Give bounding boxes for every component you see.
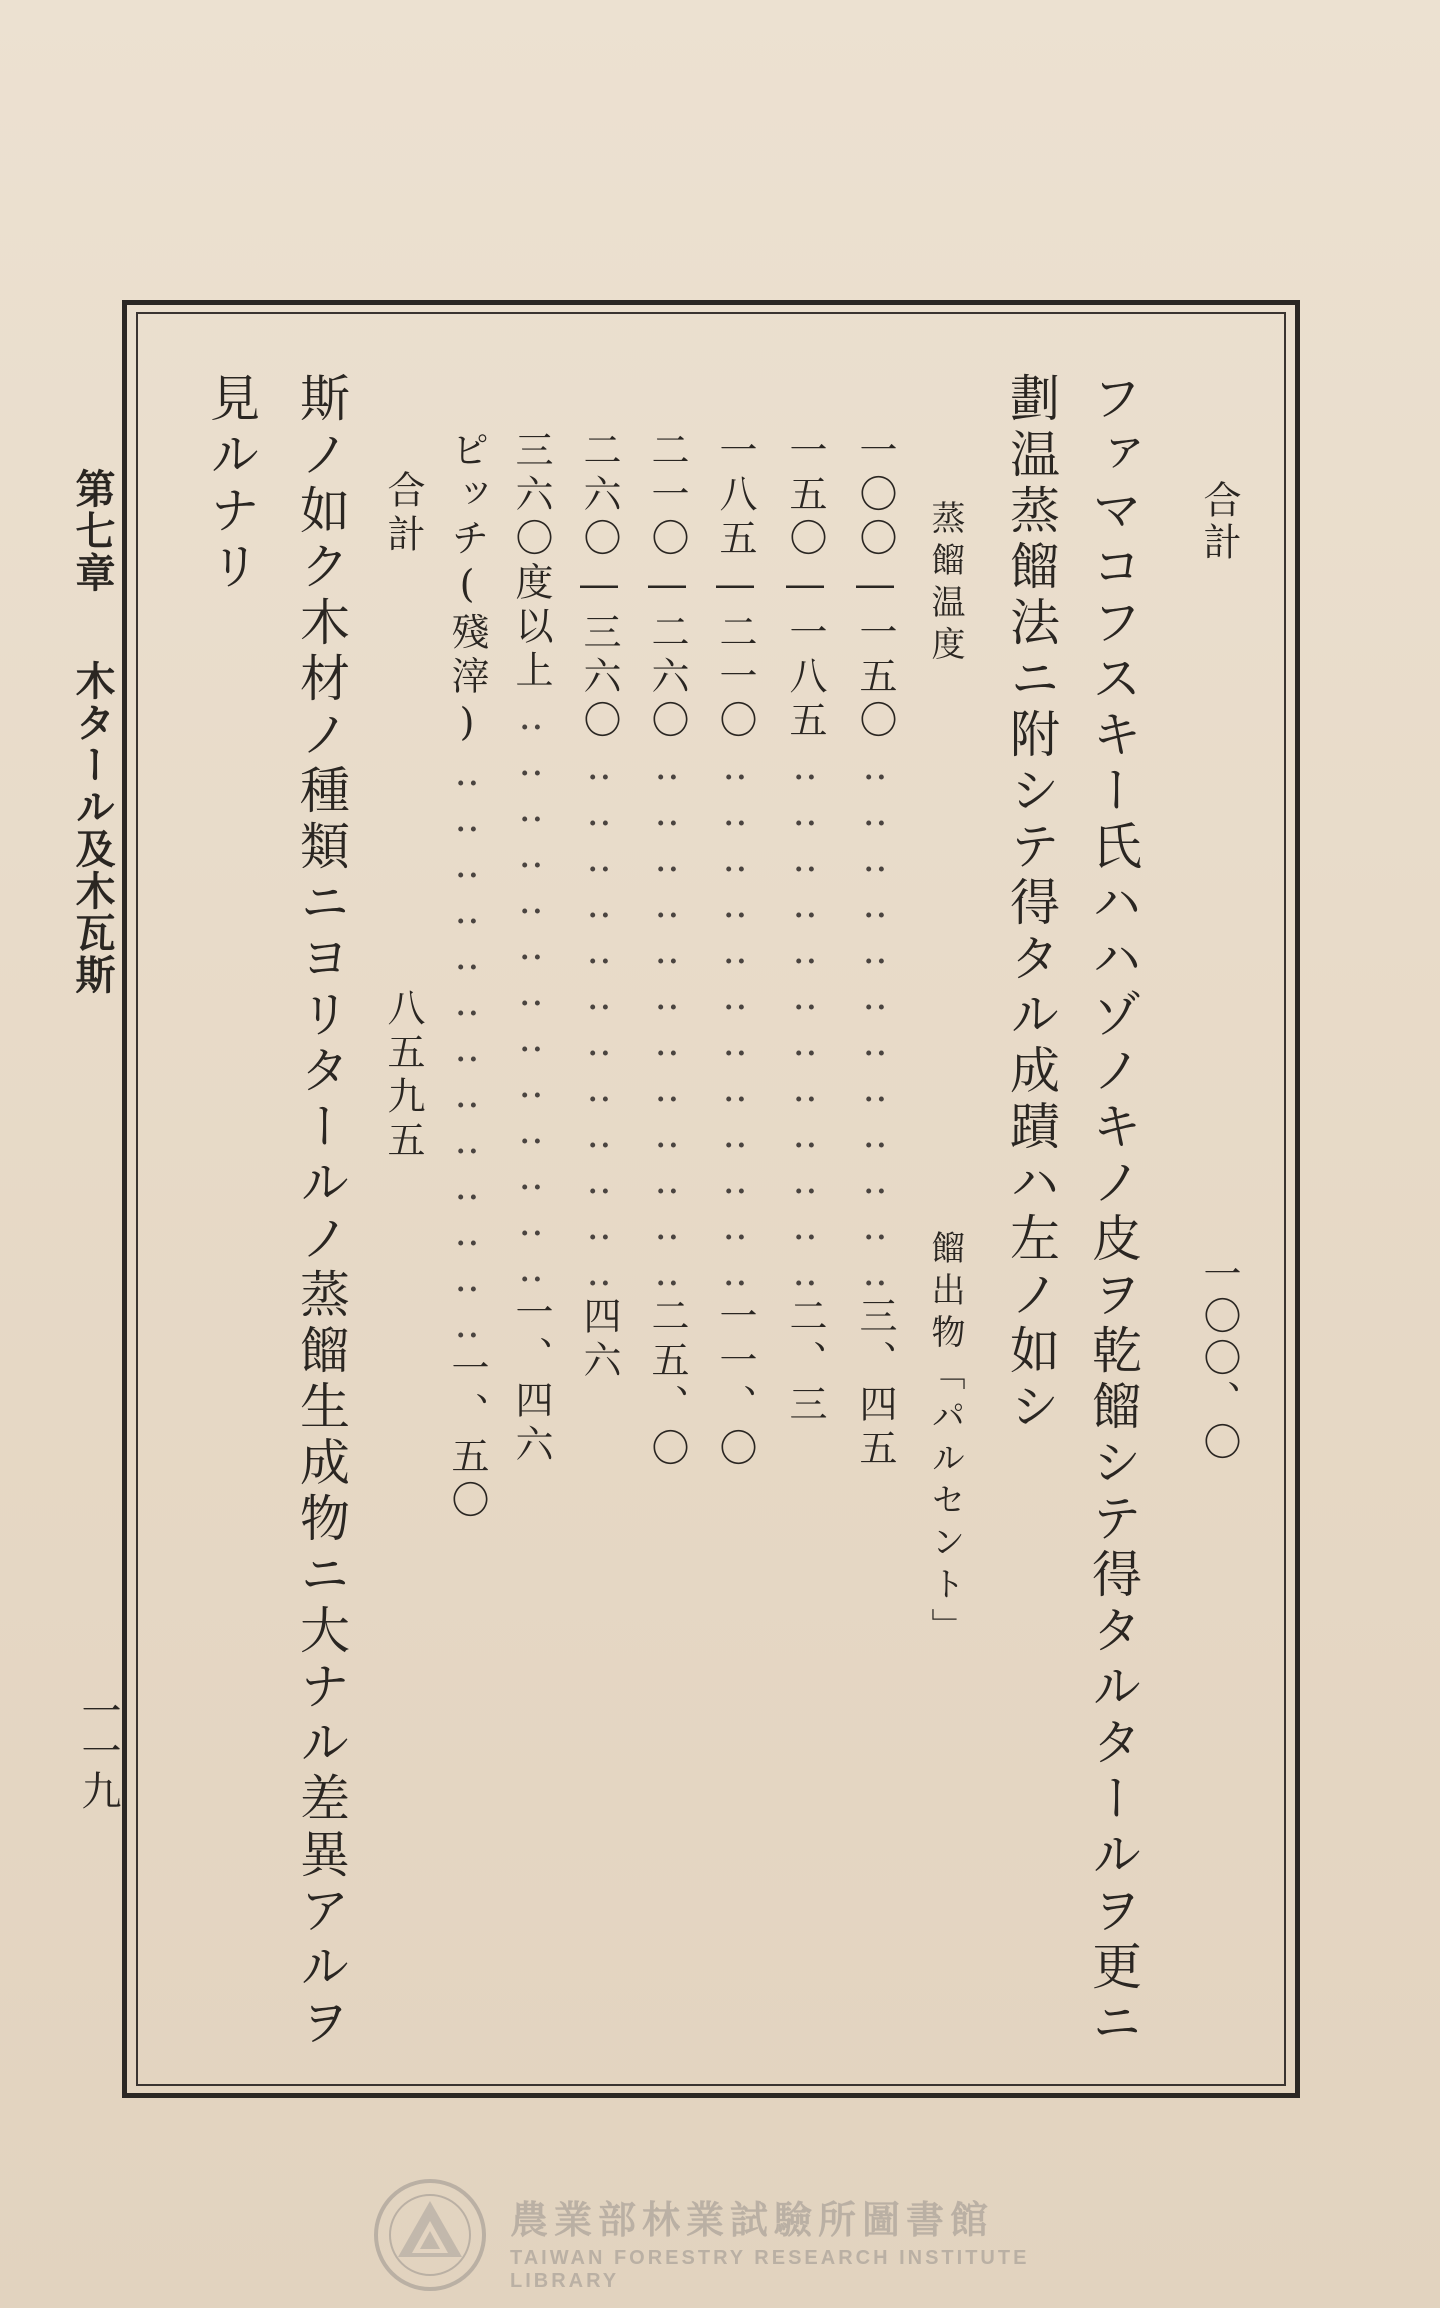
row-value: 三、四五 — [853, 1296, 897, 1472]
row-range: 一八五―二一〇 — [713, 430, 757, 744]
row-range: 一五〇―一八五 — [783, 430, 827, 744]
paragraph2-line1: 斯ノ如ク木材ノ種類ニヨリタールノ蒸餾生成物ニ大ナル差異アルヲ — [292, 372, 350, 2052]
table-row — [445, 430, 489, 1524]
row-value: 二、三 — [783, 1296, 827, 1428]
row-value: 一、四六 — [509, 1292, 553, 1468]
leader-dots: ‥‥‥‥‥‥‥‥‥‥‥‥ — [713, 744, 757, 1296]
row-range: 三六〇度以上 — [509, 430, 553, 694]
header-sum-value: 一〇〇、〇 — [1197, 1254, 1241, 1464]
library-watermark — [370, 2175, 1090, 2295]
header-sum-column — [1197, 480, 1241, 1464]
library-emblem-icon — [370, 2175, 490, 2295]
chapter-label: 第七章 — [69, 468, 116, 594]
paragraph1-line1: ファマコフスキー氏ハハゾノキノ皮ヲ乾餾シテ得タルタールヲ更ニ — [1084, 372, 1142, 2052]
paragraph1-line2: 劃温蒸餾法ニ附シテ得タル成蹟ハ左ノ如シ — [1002, 372, 1060, 1436]
row-value: 一一、〇 — [713, 1296, 757, 1472]
leader-dots: ‥‥‥‥‥‥‥‥‥‥‥‥ — [577, 744, 621, 1296]
library-name: 農業部林業試驗所圖書館 — [510, 2198, 995, 2242]
table-row — [713, 430, 757, 1472]
leader-dots: ‥‥‥‥‥‥‥‥‥‥‥‥‥ — [445, 750, 489, 1348]
row-range: ピッチ(殘滓) — [445, 430, 489, 750]
paragraph2-line2: 見ルナリ — [202, 372, 260, 596]
library-name-en: TAIWAN FORESTRY RESEARCH INSTITUTE LIBRARY — [510, 2247, 1030, 2292]
table-row — [783, 430, 827, 1428]
row-range: 一〇〇―一五〇 — [853, 430, 897, 744]
row-value: 四六 — [577, 1296, 621, 1384]
total-value: 八五九五 — [381, 988, 425, 1164]
row-value: 二五、〇 — [645, 1296, 689, 1472]
page-number: 一一九 — [75, 1690, 121, 1810]
table-row — [853, 430, 897, 1472]
table-total — [381, 470, 425, 1164]
table-row — [577, 430, 621, 1384]
chapter-title: 木タール及木瓦斯 — [69, 660, 116, 996]
table-header-yield: 餾出物「パルセント」 — [925, 1230, 965, 1650]
row-range: 二六〇―三六〇 — [577, 430, 621, 744]
row-range: 二一〇―二六〇 — [645, 430, 689, 744]
header-sum-label: 合計 — [1197, 480, 1241, 564]
leader-dots: ‥‥‥‥‥‥‥‥‥‥‥‥‥ — [509, 694, 553, 1292]
leader-dots: ‥‥‥‥‥‥‥‥‥‥‥‥ — [645, 744, 689, 1296]
leader-dots: ‥‥‥‥‥‥‥‥‥‥‥‥ — [853, 744, 897, 1296]
total-label: 合計 — [381, 470, 425, 558]
row-value: 一、五〇 — [445, 1348, 489, 1524]
leader-dots: ‥‥‥‥‥‥‥‥‥‥‥‥ — [783, 744, 827, 1296]
table-row — [645, 430, 689, 1472]
table-header-temperature: 蒸餾温度 — [925, 500, 965, 668]
table-row — [509, 430, 553, 1468]
